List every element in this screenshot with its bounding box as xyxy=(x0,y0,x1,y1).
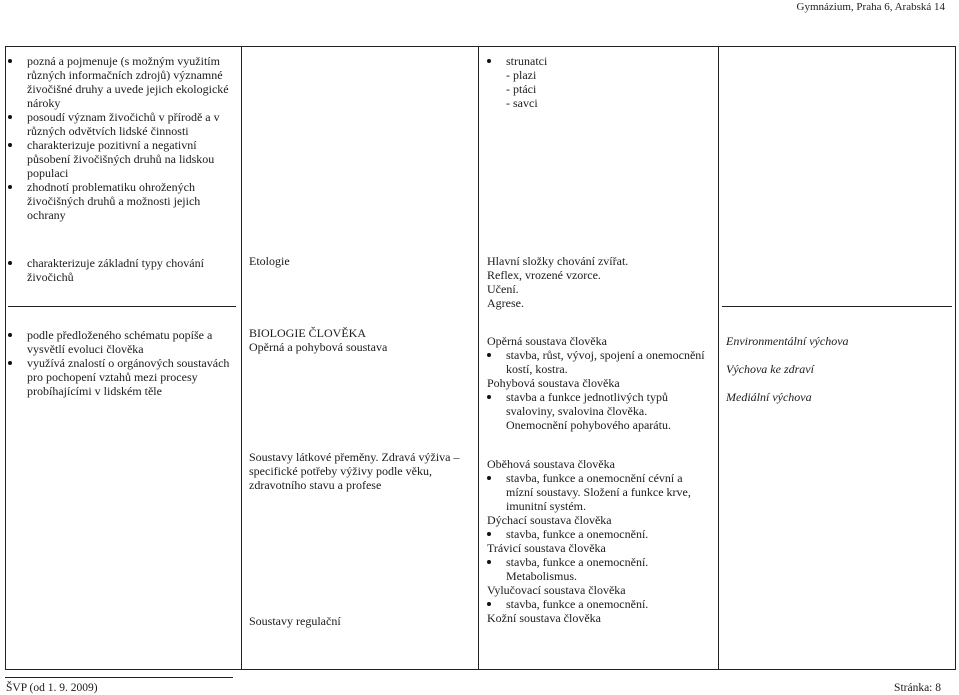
cross-topic: Výchova ke zdraví xyxy=(726,362,814,376)
footer-line xyxy=(5,677,233,678)
table-top-border xyxy=(5,46,956,47)
row3-content-b xyxy=(487,457,712,625)
cross-topic: Environmentální výchova xyxy=(726,334,849,348)
section-subtitle: Opěrná a pohybová soustava xyxy=(249,340,388,354)
table-bottom-border xyxy=(5,669,956,670)
motor-system-title: Pohybová soustava člověka xyxy=(487,376,620,390)
section-title: BIOLOGIE ČLOVĚKA xyxy=(249,326,366,340)
content-line: Metabolismus. xyxy=(506,569,577,583)
table-right-border xyxy=(955,46,956,670)
content-line: Hlavní složky chování zvířat. xyxy=(487,254,629,268)
excretory-system-title: Vylučovací soustava člověka xyxy=(487,583,626,597)
outcome-item: zhodnotí problematiku ohrožených živočišných druhů a možnosti jejich ochrany xyxy=(8,180,236,222)
row2-outcomes xyxy=(8,256,236,284)
content-line: Agrese. xyxy=(487,296,524,310)
row3-topic-3: Soustavy regulační xyxy=(249,614,341,628)
outcome-item: charakterizuje základní typy chování živočichů xyxy=(8,256,236,284)
content-line: Reflex, vrozené vzorce. xyxy=(487,268,601,282)
row2-topic: Etologie xyxy=(249,254,290,268)
table-left-border xyxy=(5,46,6,670)
digestive-system-title: Trávicí soustava člověka xyxy=(487,541,606,555)
row1-content xyxy=(487,54,712,110)
support-system-title: Opěrná soustava člověka xyxy=(487,334,607,348)
content-bullet: stavba a funkce jednotlivých typů svaloviny, svalovina člověka. xyxy=(487,390,712,418)
row3-content-a xyxy=(487,334,712,432)
content-subitem: - ptáci xyxy=(506,82,537,96)
outcome-item: využívá znalostí o orgánových soustavách pro pochopení vztahů mezi procesy probíhajícími v lidském těle xyxy=(8,356,236,398)
content-bullet: stavba, funkce a onemocnění. xyxy=(487,597,712,611)
outcome-item: charakterizuje pozitivní a negativní působení živočišných druhů na lidskou populaci xyxy=(8,138,236,180)
content-subitem: - plazi xyxy=(506,68,537,82)
outcome-item: posoudí význam živočichů v přírodě a v různých odvětvích lidské činnosti xyxy=(8,110,236,138)
content-line: Učení. xyxy=(487,282,519,296)
respiratory-system-title: Dýchací soustava člověka xyxy=(487,513,612,527)
footer-page-number: Stránka: 8 xyxy=(894,682,941,694)
content-line: Onemocnění pohybového aparátu. xyxy=(506,418,671,432)
row3-outcomes xyxy=(8,328,236,398)
outcome-item: podle předloženého schématu popíše a vysvětlí evoluci člověka xyxy=(8,328,236,356)
row-divider-right xyxy=(722,306,952,307)
content-bullet: stavba, funkce a onemocnění cévní a mízní soustavy. Složení a funkce krve, imunitní systém. xyxy=(487,471,712,513)
content-bullet: stavba, růst, vývoj, spojení a onemocnění kostí, kostra. xyxy=(487,348,712,376)
content-bullet: stavba, funkce a onemocnění. xyxy=(487,527,712,541)
content-bullet: stavba, funkce a onemocnění. xyxy=(487,555,712,569)
content-subitem: - savci xyxy=(506,96,538,110)
outcome-item: pozná a pojmenuje (s možným využitím různých informačních zdrojů) významné živočišné druhy a uvede jejich ekologické nároky xyxy=(8,54,236,110)
row3-topic-2: Soustavy látkové přeměny. Zdravá výživa – specifické potřeby výživy podle věku, zdravotního stavu a profese xyxy=(249,450,460,492)
footer-document: ŠVP (od 1. 9. 2009) xyxy=(6,682,98,694)
row3-topic-block xyxy=(249,326,474,354)
column-divider-2 xyxy=(478,46,479,670)
column-divider-1 xyxy=(241,46,242,670)
column-divider-3 xyxy=(718,46,719,670)
row-divider-left xyxy=(8,306,236,307)
circulatory-system-title: Oběhová soustava člověka xyxy=(487,457,615,471)
skin-system-title: Kožní soustava člověka xyxy=(487,611,601,625)
school-header: Gymnázium, Praha 6, Arabská 14 xyxy=(796,1,945,13)
content-bullet: strunatci xyxy=(487,54,712,68)
row1-outcomes xyxy=(8,54,236,222)
cross-topic: Mediální výchova xyxy=(726,390,812,404)
row2-content xyxy=(487,254,712,310)
